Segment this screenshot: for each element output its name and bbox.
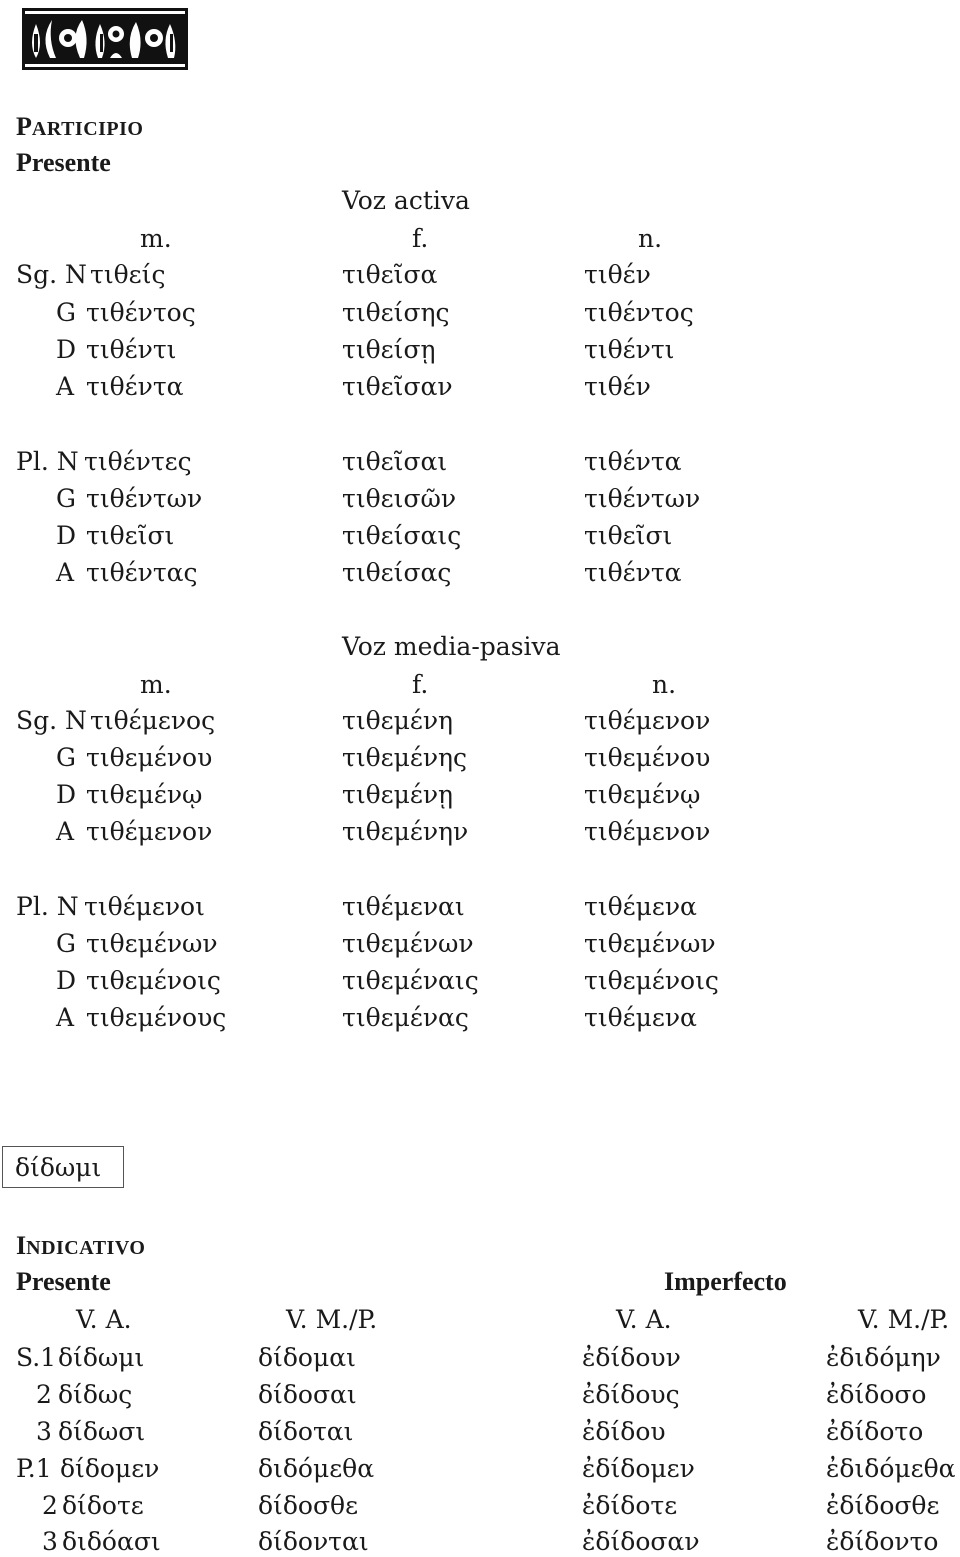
form-imperfect-active: ἐδίδοσαν [582, 1527, 700, 1556]
tense-label-imperfect: Imperfecto [664, 1267, 787, 1296]
form-feminine: τιθεμένῃ [342, 780, 454, 809]
form-masculine: τιθεμένοις [86, 966, 221, 995]
form-masculine: τιθέμενοι [84, 892, 205, 921]
form-neuter: τιθέντα [584, 558, 682, 587]
form-feminine: τιθεμένης [342, 743, 468, 772]
form-feminine: τιθεῖσαν [342, 372, 453, 401]
form-feminine: τιθεμέναις [342, 966, 479, 995]
person-label: 3 [42, 1527, 58, 1556]
form-present-middle: δίδονται [258, 1527, 369, 1556]
form-feminine: τιθείσης [342, 298, 450, 327]
column-header-middle-passive-present: V. M./P. [286, 1305, 378, 1334]
voice-title-active: Voz activa [342, 186, 470, 215]
form-neuter: τιθέν [584, 260, 651, 289]
form-masculine: τιθέμενον [86, 817, 213, 846]
form-neuter: τιθέντων [584, 484, 701, 513]
form-masculine: τιθέντι [86, 335, 177, 364]
case-label: D [56, 521, 77, 550]
form-present-active: δίδοτε [62, 1491, 144, 1520]
form-neuter: τιθέν [584, 372, 651, 401]
person-label: 2 [36, 1380, 52, 1409]
case-label: G [56, 298, 76, 327]
form-imperfect-middle: ἐδιδόμεθα [826, 1454, 956, 1483]
form-feminine: τιθεῖσαι [342, 447, 448, 476]
form-masculine: τιθεμένου [86, 743, 213, 772]
form-neuter: τιθέμενα [584, 1003, 697, 1032]
column-header-active-imperfect: V. A. [616, 1305, 672, 1334]
case-label: Sg. N [16, 260, 87, 289]
form-imperfect-middle: ἐδιδόμην [826, 1343, 941, 1372]
case-label: Pl. N [16, 447, 79, 476]
section-title-participle: PARTICIPIO [16, 112, 144, 141]
person-label: P.1 [16, 1454, 52, 1483]
form-neuter: τιθέμενον [584, 706, 711, 735]
form-feminine: τιθείσας [342, 558, 452, 587]
voice-title-middle-passive: Voz media-pasiva [342, 632, 561, 661]
form-neuter: τιθεμένῳ [584, 780, 701, 809]
decorative-ornament [22, 8, 188, 70]
form-imperfect-middle: ἐδίδοσθε [826, 1491, 940, 1520]
form-imperfect-active: ἐδίδουν [582, 1343, 681, 1372]
case-label: D [56, 335, 77, 364]
case-label: A [56, 1003, 75, 1032]
column-header-feminine: f. [412, 224, 429, 253]
case-label: D [56, 780, 77, 809]
form-masculine: τιθεῖσι [86, 521, 175, 550]
form-masculine: τιθέμενος [90, 706, 216, 735]
case-label: A [56, 558, 75, 587]
person-label: 3 [36, 1417, 52, 1446]
form-masculine: τιθείς [90, 260, 166, 289]
form-neuter: τιθέμενα [584, 892, 697, 921]
form-imperfect-active: ἐδίδους [582, 1380, 680, 1409]
form-masculine: τιθεμένους [86, 1003, 227, 1032]
form-neuter: τιθέντος [584, 298, 694, 327]
verb-heading-box [2, 1146, 124, 1188]
form-neuter: τιθεμένου [584, 743, 711, 772]
case-label: A [56, 817, 75, 846]
form-present-active: δίδως [58, 1380, 133, 1409]
form-present-active: διδόασι [62, 1527, 161, 1556]
form-present-middle: δίδοσθε [258, 1491, 359, 1520]
case-label: G [56, 743, 76, 772]
form-neuter: τιθέμενον [584, 817, 711, 846]
case-label: G [56, 929, 76, 958]
form-neuter: τιθέντα [584, 447, 682, 476]
form-present-middle: διδόμεθα [258, 1454, 375, 1483]
column-header-middle-passive-imperfect: V. M./P. [858, 1305, 950, 1334]
form-masculine: τιθέντων [86, 484, 203, 513]
form-present-middle: δίδοται [258, 1417, 354, 1446]
form-neuter: τιθεῖσι [584, 521, 673, 550]
form-neuter: τιθεμένων [584, 929, 716, 958]
form-imperfect-middle: ἐδίδοσο [826, 1380, 927, 1409]
column-header-active-present: V. A. [76, 1305, 132, 1334]
column-header-neuter: n. [652, 670, 677, 699]
person-label: 2 [42, 1491, 58, 1520]
form-feminine: τιθεμένη [342, 706, 454, 735]
case-label: Sg. N [16, 706, 87, 735]
form-masculine: τιθέντας [86, 558, 198, 587]
form-imperfect-middle: ἐδίδοτο [826, 1417, 924, 1446]
form-feminine: τιθεμένας [342, 1003, 469, 1032]
form-present-active: δίδωσι [58, 1417, 146, 1446]
column-header-neuter: n. [638, 224, 663, 253]
form-imperfect-active: ἐδίδοτε [582, 1491, 678, 1520]
column-header-masculine: m. [140, 670, 172, 699]
form-imperfect-active: ἐδίδομεν [582, 1454, 695, 1483]
form-feminine: τιθεμένων [342, 929, 474, 958]
form-masculine: τιθέντες [84, 447, 192, 476]
form-present-middle: δίδοσαι [258, 1380, 357, 1409]
form-feminine: τιθεμένην [342, 817, 469, 846]
form-feminine: τιθεισῶν [342, 484, 457, 513]
form-feminine: τιθεῖσα [342, 260, 438, 289]
form-present-active: δίδωμι [58, 1343, 145, 1372]
form-present-active: δίδομεν [60, 1454, 160, 1483]
tense-label-present: Presente [16, 148, 111, 177]
case-label: D [56, 966, 77, 995]
case-label: Pl. N [16, 892, 79, 921]
verb-heading: δίδωμι [15, 1153, 102, 1182]
form-masculine: τιθέντα [86, 372, 184, 401]
section-title-indicative: INDICATIVO [16, 1231, 146, 1260]
form-present-middle: δίδομαι [258, 1343, 356, 1372]
person-label: S.1 [16, 1343, 57, 1372]
form-imperfect-active: ἐδίδου [582, 1417, 666, 1446]
form-neuter: τιθέντι [584, 335, 675, 364]
form-masculine: τιθεμένων [86, 929, 218, 958]
case-label: A [56, 372, 75, 401]
form-masculine: τιθεμένῳ [86, 780, 203, 809]
case-label: G [56, 484, 76, 513]
form-imperfect-middle: ἐδίδοντο [826, 1527, 939, 1556]
tense-label-present: Presente [16, 1267, 111, 1296]
form-neuter: τιθεμένοις [584, 966, 719, 995]
column-header-feminine: f. [412, 670, 429, 699]
column-header-masculine: m. [140, 224, 172, 253]
form-feminine: τιθείσαις [342, 521, 462, 550]
form-feminine: τιθέμεναι [342, 892, 465, 921]
form-masculine: τιθέντος [86, 298, 196, 327]
form-feminine: τιθείσῃ [342, 335, 436, 364]
